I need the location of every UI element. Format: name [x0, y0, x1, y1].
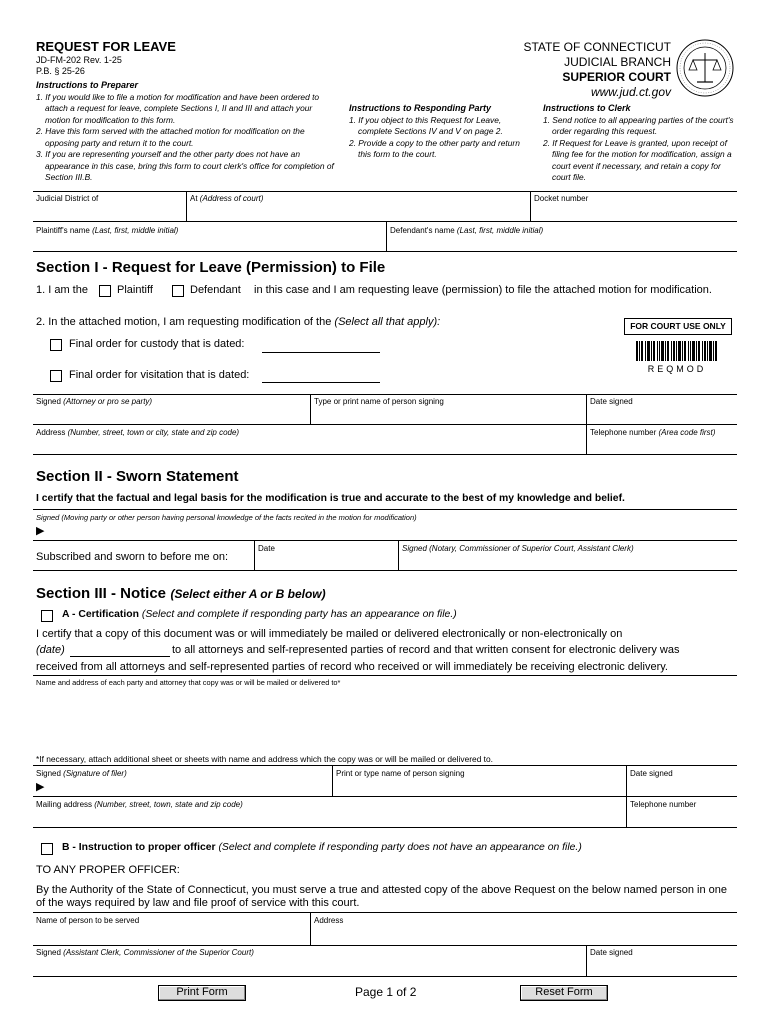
certification-text-1: I certify that a copy of this document was or will immediately be mailed or delivered electronically or non-electronically on	[36, 628, 623, 640]
section2-title: Section II - Sworn Statement	[36, 468, 239, 485]
address-field[interactable]	[36, 438, 582, 453]
section3-title: Section III - Notice	[36, 585, 167, 602]
mailing-address-hint: (Number, street, town, state and zip code)	[94, 800, 243, 809]
telephone-hint: (Area code first)	[658, 428, 716, 437]
court-name: SUPERIOR COURT	[562, 70, 671, 84]
mailing-address-field[interactable]	[36, 810, 622, 825]
visitation-date-field[interactable]	[262, 382, 380, 383]
subscribed-sworn-label: Subscribed and sworn to before me on:	[36, 551, 229, 563]
print-name-field[interactable]	[314, 407, 582, 422]
sworn-date-label: Date	[258, 544, 275, 553]
filer-date-signed-label: Date signed	[630, 769, 673, 778]
form-title: REQUEST FOR LEAVE	[36, 39, 176, 54]
defendant-option-label: Defendant	[190, 284, 241, 296]
preparer-item: 3. If you are representing yourself and the other party does not have an appearance in this case, bring this form to court clerk's office for completion of Section III.B.	[36, 149, 334, 182]
website: www.jud.ct.gov	[590, 85, 671, 99]
proper-officer-checkbox[interactable]	[41, 843, 53, 855]
filer-arrow-icon: ▶	[36, 781, 45, 793]
state-name: STATE OF CONNECTICUT	[523, 40, 671, 54]
at-hint: (Address of court)	[199, 194, 264, 203]
filer-signature-field[interactable]	[52, 779, 328, 793]
docket-number-field[interactable]	[534, 203, 734, 219]
address-label: Address	[36, 428, 66, 437]
modification-hint: (Select all that apply):	[334, 316, 441, 328]
arrow-icon: ▶	[36, 525, 45, 537]
filer-signed-hint: (Signature of filer)	[63, 769, 127, 778]
proper-officer-label: B - Instruction to proper officer	[62, 842, 216, 853]
recipients-field[interactable]	[36, 690, 732, 750]
clerk-date-signed-field[interactable]	[590, 958, 734, 973]
attach-sheets-footnote: *If necessary, attach additional sheet or sheets with name and address which the copy was or will be mailed or delivered to.	[36, 754, 493, 764]
proper-officer-hint: (Select and complete if responding party does not have an appearance on file.)	[218, 842, 582, 853]
visitation-option-label: Final order for visitation that is dated:	[69, 369, 250, 381]
plaintiff-name-label: Plaintiff's name	[36, 226, 90, 235]
telephone-label: Telephone number	[590, 428, 657, 437]
clerk-signature-field[interactable]	[36, 958, 582, 973]
telephone-field[interactable]	[590, 438, 734, 453]
date-signed-label: Date signed	[590, 397, 633, 406]
certification-date-label: (date)	[36, 644, 65, 656]
defendant-checkbox[interactable]	[172, 285, 184, 297]
section1-title: Section I - Request for Leave (Permission) to File	[36, 259, 386, 276]
preparer-item: 1. If you would like to file a motion for modification and have been ordered to attach a request for leave, complete Sections I, II and III and attach your motion for modification to this form.	[36, 91, 320, 125]
plaintiff-name-field[interactable]	[36, 235, 382, 250]
certification-date-field[interactable]	[70, 656, 170, 657]
practice-book-ref: P.B. § 25-26	[36, 66, 85, 76]
clerk-instructions-heading: Instructions to Clerk	[543, 103, 631, 113]
print-form-button[interactable]: Print Form	[158, 985, 246, 1001]
clerk-item: 1. Send notice to all appearing parties of the court's order regarding this request.	[543, 114, 734, 136]
notary-signature-field[interactable]	[402, 553, 734, 568]
notary-signed-label: Signed (Notary, Commissioner of Superior Court, Assistant Clerk)	[402, 544, 634, 553]
served-address-label: Address	[314, 916, 344, 925]
filer-signed-label: Signed	[36, 769, 61, 778]
certification-checkbox[interactable]	[41, 610, 53, 622]
preparer-item: 2. Have this form served with the attached motion for modification on the opposing party and return it to the court.	[36, 126, 305, 148]
visitation-checkbox[interactable]	[50, 370, 62, 382]
signed-hint: (Attorney or pro se party)	[63, 397, 153, 406]
court-use-only-box: FOR COURT USE ONLY	[624, 318, 732, 335]
at-label: At	[190, 194, 198, 203]
print-name-label: Type or print name of person signing	[314, 397, 444, 406]
docket-number-label: Docket number	[534, 194, 589, 203]
form-number: JD-FM-202 Rev. 1-25	[36, 55, 122, 65]
defendant-name-field[interactable]	[390, 235, 734, 250]
judicial-district-field[interactable]	[36, 203, 182, 219]
authority-text: By the Authority of the State of Connecticut, you must serve a true and attested copy of the above Request on the below named person in one of the ways required by law and file proof of service with this court.	[36, 884, 727, 909]
custody-option-label: Final order for custody that is dated:	[69, 338, 245, 350]
served-address-field[interactable]	[314, 926, 734, 941]
reset-form-button[interactable]: Reset Form	[520, 985, 608, 1001]
plaintiff-name-hint: (Last, first, middle initial)	[92, 226, 179, 235]
sworn-signed-label: Signed (Moving party or other person having personal knowledge of the facts recited in the motion for modification)	[36, 513, 417, 522]
plaintiff-checkbox[interactable]	[99, 285, 111, 297]
filer-print-name-field[interactable]	[336, 779, 622, 793]
responding-item: 1. If you object to this Request for Leave, complete Sections IV and V on page 2.	[349, 114, 503, 136]
judicial-district-label: Judicial District of	[36, 194, 99, 203]
court-seal-icon	[675, 38, 735, 98]
section3-hint: (Select either A or B below)	[170, 587, 326, 601]
clerk-item: 2. If Request for Leave is granted, upon receipt of filing fee for the motion for modification, assign a court event if necessary, and retain a copy for court file.	[543, 137, 732, 182]
clerk-date-signed-label: Date signed	[590, 948, 633, 957]
mailing-address-label: Mailing address	[36, 800, 93, 809]
clerk-signed-label: Signed	[36, 948, 61, 957]
defendant-name-hint: (Last, first, middle initial)	[456, 226, 544, 235]
preparer-instructions-heading: Instructions to Preparer	[36, 80, 139, 90]
defendant-name-label: Defendant's name	[390, 226, 455, 235]
person-served-field[interactable]	[36, 926, 306, 941]
responding-instructions-heading: Instructions to Responding Party	[349, 103, 492, 113]
filer-telephone-field[interactable]	[630, 810, 734, 825]
party-prefix: 1. I am the	[36, 284, 88, 296]
modification-prompt: 2. In the attached motion, I am requesting modification of the	[36, 316, 332, 328]
certification-text-2: to all attorneys and self-represented parties of record and that written consent for electronic delivery was	[172, 644, 680, 656]
page-number: Page 1 of 2	[355, 985, 417, 999]
responding-item: 2. Provide a copy to the other party and return this form to the court.	[349, 137, 520, 159]
filer-date-signed-field[interactable]	[630, 779, 734, 793]
sworn-certification: I certify that the factual and legal basis for the modification is true and accurate to the best of my knowledge and belief.	[36, 493, 625, 504]
certification-label: A - Certification	[62, 609, 139, 620]
custody-date-field[interactable]	[262, 352, 380, 353]
party-suffix: in this case and I am requesting leave (permission) to file the attached motion for modification.	[254, 284, 712, 296]
court-address-field[interactable]	[190, 203, 526, 219]
sworn-date-field[interactable]	[258, 553, 394, 568]
filer-print-name-label: Print or type name of person signing	[336, 769, 465, 778]
barcode-text: REQMOD	[647, 364, 707, 374]
clerk-signed-hint: (Assistant Clerk, Commissioner of the Superior Court)	[63, 948, 254, 957]
recipients-label: Name and address of each party and attorney that copy was or will be mailed or delivered to*	[36, 678, 341, 687]
filer-telephone-label: Telephone number	[630, 800, 697, 809]
plaintiff-option-label: Plaintiff	[117, 284, 153, 296]
person-served-label: Name of person to be served	[36, 916, 140, 925]
address-hint: (Number, street, town or city, state and zip code)	[67, 428, 240, 437]
barcode-icon	[636, 341, 718, 361]
custody-checkbox[interactable]	[50, 339, 62, 351]
date-signed-field[interactable]	[590, 407, 734, 422]
to-proper-officer: TO ANY PROPER OFFICER:	[36, 864, 180, 876]
signature-field[interactable]	[36, 407, 306, 422]
sworn-signature-field[interactable]	[52, 523, 732, 537]
certification-text-3: received from all attorneys and self-represented parties of record who received or will immediately be receiving electronic delivery.	[36, 661, 668, 673]
branch-name: JUDICIAL BRANCH	[564, 55, 671, 69]
signed-label: Signed	[36, 397, 61, 406]
certification-hint: (Select and complete if responding party has an appearance on file.)	[141, 609, 457, 620]
